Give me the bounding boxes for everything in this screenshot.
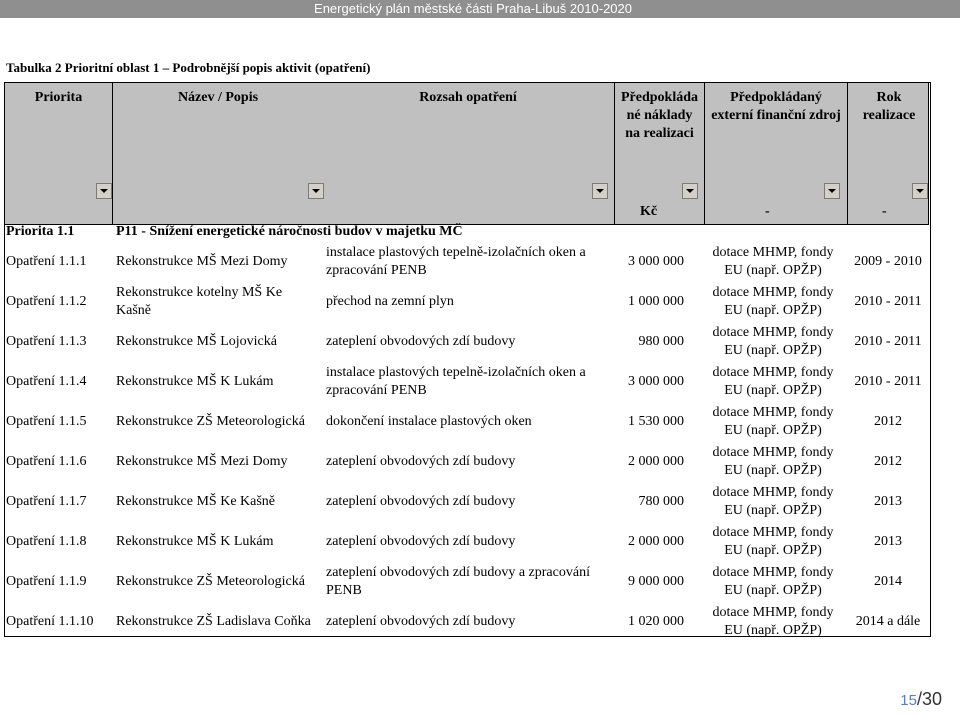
row-name: Rekonstrukce ZŠ Meteorologická <box>116 574 305 589</box>
filter-dropdown-rozsah[interactable] <box>592 183 608 199</box>
row-source: dotace MHMP, fondy EU (např. OPŽP) <box>712 485 834 518</box>
row-id: Opatření 1.1.4 <box>6 374 87 389</box>
table-header <box>4 82 929 225</box>
unit-rok: - <box>882 204 887 219</box>
col-header-priorita: Priorita <box>34 90 83 105</box>
row-cost: 1 000 000 <box>628 294 684 309</box>
row-cost: 3 000 000 <box>628 254 684 269</box>
page-number: 15/30 <box>900 689 942 709</box>
row-id: Opatření 1.1.7 <box>6 494 87 509</box>
row-id: Opatření 1.1.5 <box>6 414 87 429</box>
filter-dropdown-zdroj[interactable] <box>824 183 840 199</box>
row-source: dotace MHMP, fondy EU (např. OPŽP) <box>712 365 834 398</box>
row-id: Opatření 1.1.6 <box>6 454 87 469</box>
table-row <box>4 282 929 322</box>
row-name: Rekonstrukce MŠ Mezi Domy <box>116 454 288 469</box>
row-scope: dokončení instalace plastových oken <box>326 414 532 429</box>
row-year: 2014 <box>874 574 902 589</box>
row-year: 2010 - 2011 <box>854 334 922 349</box>
row-year: 2012 <box>874 414 902 429</box>
table-row <box>4 562 929 602</box>
document-title: Energetický plán městské části Praha-Libuš 2010-2020 <box>314 1 632 16</box>
row-scope: instalace plastových tepelně-izolačních oken a zpracování PENB <box>326 365 586 398</box>
row-source: dotace MHMP, fondy EU (např. OPŽP) <box>712 285 834 318</box>
row-scope: zateplení obvodových zdí budovy <box>326 454 516 469</box>
row-cost: 2 000 000 <box>628 534 684 549</box>
row-source: dotace MHMP, fondy EU (např. OPŽP) <box>712 325 834 358</box>
row-scope: zateplení obvodových zdí budovy a zpracování PENB <box>326 565 590 598</box>
row-source: dotace MHMP, fondy EU (např. OPŽP) <box>712 565 834 598</box>
row-scope: přechod na zemní plyn <box>326 294 454 309</box>
row-id: Opatření 1.1.3 <box>6 334 87 349</box>
table-row <box>4 482 929 522</box>
unit-zdroj: - <box>765 204 770 219</box>
row-name: Rekonstrukce MŠ Mezi Domy <box>116 254 288 269</box>
row-name: Rekonstrukce MŠ Ke Kašně <box>116 494 276 509</box>
row-id: Opatření 1.1.10 <box>6 614 94 629</box>
row-cost: 780 000 <box>638 494 684 509</box>
row-id: Opatření 1.1.8 <box>6 534 87 549</box>
col-header-rozsah: Rozsah opatření <box>419 90 517 105</box>
col-header-zdroj: Předpokládaný externí finanční zdroj <box>711 90 841 123</box>
col-header-rok: Rok realizace <box>862 90 916 123</box>
row-cost: 3 000 000 <box>628 374 684 389</box>
row-scope: zateplení obvodových zdí budovy <box>326 334 516 349</box>
row-cost: 980 000 <box>638 334 684 349</box>
filter-dropdown-rok[interactable] <box>912 183 928 199</box>
table-row <box>4 442 929 482</box>
row-scope: zateplení obvodových zdí budovy <box>326 494 516 509</box>
row-name: Rekonstrukce ZŠ Meteorologická <box>116 414 305 429</box>
row-name: Rekonstrukce MŠ Lojovická <box>116 334 277 349</box>
page-current: 15 <box>900 692 917 709</box>
table-caption: Tabulka 2 Prioritní oblast 1 – Podrobnější popis aktivit (opatření) <box>6 60 371 75</box>
row-year: 2010 - 2011 <box>854 374 922 389</box>
row-cost: 1 020 000 <box>628 614 684 629</box>
row-source: dotace MHMP, fondy EU (např. OPŽP) <box>712 245 834 278</box>
row-year: 2014 a dále <box>855 614 921 629</box>
row-source: dotace MHMP, fondy EU (např. OPŽP) <box>712 605 834 638</box>
page-total: 30 <box>921 689 942 709</box>
row-id: Opatření 1.1.2 <box>6 294 87 309</box>
table-row <box>4 322 929 362</box>
row-year: 2009 - 2010 <box>854 254 922 269</box>
row-source: dotace MHMP, fondy EU (např. OPŽP) <box>712 445 834 478</box>
row-name: Rekonstrukce MŠ K Lukám <box>116 534 274 549</box>
row-year: 2012 <box>874 454 902 469</box>
row-scope: zateplení obvodových zdí budovy <box>326 534 516 549</box>
row-cost: 1 530 000 <box>628 414 684 429</box>
col-header-nazev: Název / Popis <box>177 90 259 105</box>
row-name: Rekonstrukce ZŠ Ladislava Coňka <box>116 614 311 629</box>
row-year: 2013 <box>874 534 902 549</box>
row-scope: zateplení obvodových zdí budovy <box>326 614 516 629</box>
col-header-naklady: Předpokláda né náklady na realizaci <box>620 90 698 141</box>
filter-dropdown-naklady[interactable] <box>682 183 698 199</box>
row-scope: instalace plastových tepelně-izolačních oken a zpracování PENB <box>326 245 586 278</box>
row-id: Opatření 1.1.1 <box>6 254 87 269</box>
row-cost: 9 000 000 <box>628 574 684 589</box>
row-name: Rekonstrukce kotelny MŠ Ke Kašně <box>116 285 283 318</box>
row-id: Opatření 1.1.9 <box>6 574 87 589</box>
unit-naklady: Kč <box>640 204 658 219</box>
table-row <box>4 242 929 282</box>
filter-dropdown-nazev[interactable] <box>308 183 324 199</box>
priority-title: P11 - Snížení energetické náročnosti budov v majetku MČ <box>116 224 463 239</box>
row-name: Rekonstrukce MŠ K Lukám <box>116 374 274 389</box>
filter-dropdown-priorita[interactable] <box>96 183 112 199</box>
header-bar <box>0 0 960 18</box>
table-row <box>4 602 929 642</box>
row-year: 2010 - 2011 <box>854 294 922 309</box>
table-row <box>4 362 929 402</box>
priority-id: Priorita 1.1 <box>6 224 75 239</box>
row-source: dotace MHMP, fondy EU (např. OPŽP) <box>712 525 834 558</box>
row-year: 2013 <box>874 494 902 509</box>
table-row <box>4 522 929 562</box>
table-row <box>4 402 929 442</box>
row-cost: 2 000 000 <box>628 454 684 469</box>
row-source: dotace MHMP, fondy EU (např. OPŽP) <box>712 405 834 438</box>
